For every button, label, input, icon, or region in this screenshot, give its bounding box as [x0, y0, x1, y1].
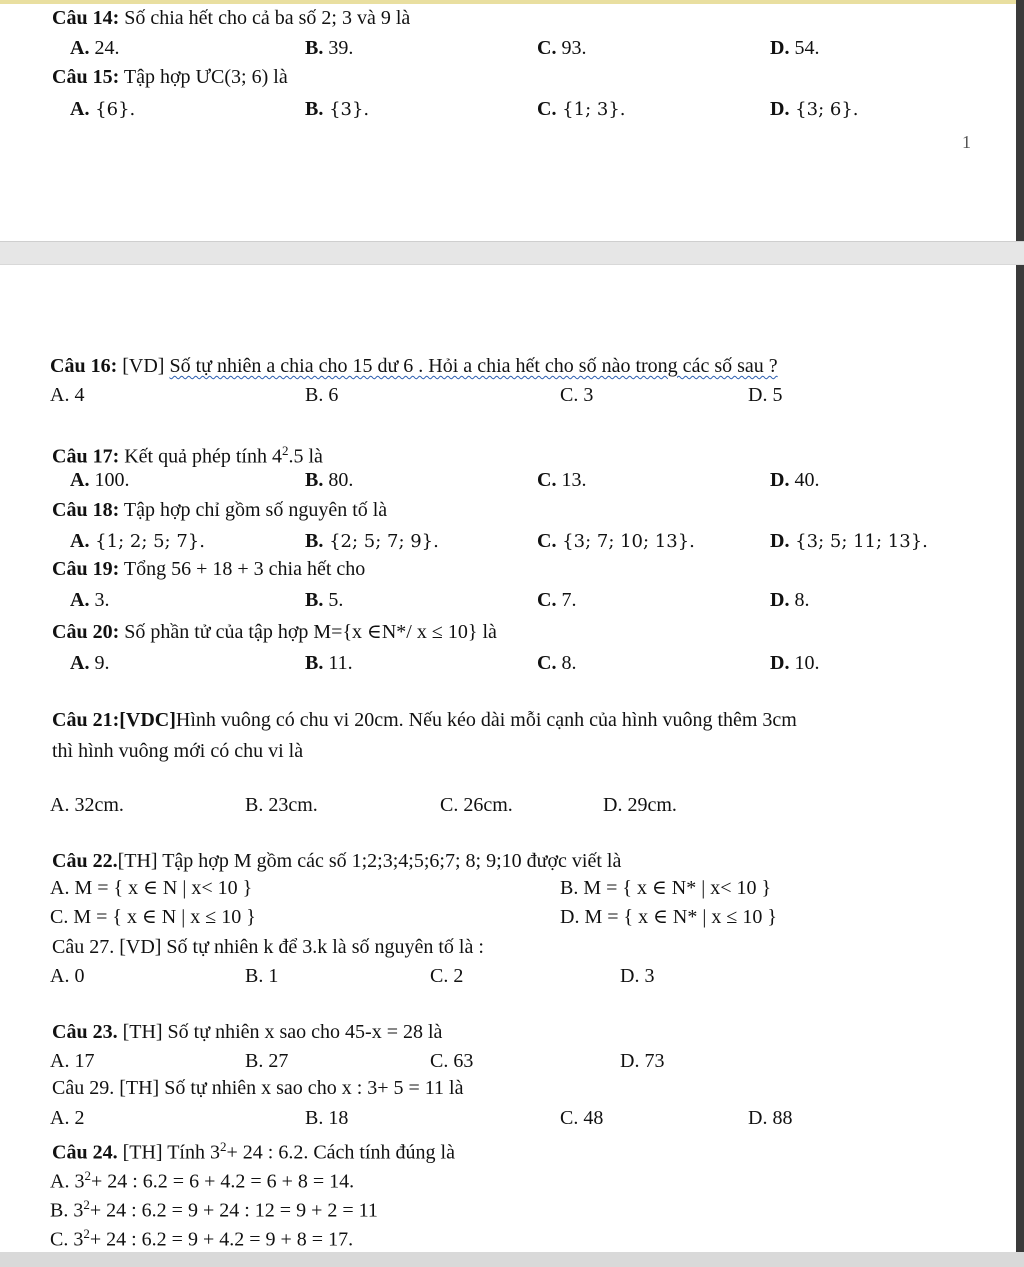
question-27: Câu 27. [VD] Số tự nhiên k để 3.k là số nguyên tố là : [52, 936, 484, 958]
q15-option-a: A. {6}. [70, 98, 136, 120]
question-19: Câu 19: Tổng 56 + 18 + 3 chia hết cho [52, 558, 366, 580]
question-24: Câu 24. [TH] Tính $3^2+ 24$ : 6.2. Cách tính đúng là [52, 1139, 455, 1164]
q22-option-d: D. M = { x ∈ N* | x ≤ 10 } [560, 906, 777, 928]
q24-option-b: B. $3^2+ 24$ : 6.2 = 9 + 24 : 12 = 9 + 2 = 11 [50, 1197, 378, 1222]
q19-option-a: A. 3. [70, 589, 110, 611]
page-number: 1 [962, 132, 971, 152]
question-label: Câu 15: [52, 66, 120, 88]
q29-option-d: D. 88 [748, 1107, 793, 1129]
q17-option-d: D. 40. [770, 469, 820, 491]
q27-option-a: A. 0 [50, 965, 85, 987]
q16-option-a: A. 4 [50, 384, 85, 406]
top-border [0, 0, 1024, 4]
q17-option-b: B. 80. [305, 469, 354, 491]
question-17: Câu 17: Kết quả phép tính $4^2.5$ là [52, 443, 323, 468]
q22-option-c: C. M = { x ∈ N | x ≤ 10 } [50, 906, 256, 928]
window-edge [1016, 0, 1024, 1267]
q22-option-a: A. M = { x ∈ N | x< 10 } [50, 877, 253, 899]
question-text: Số chia hết cho cả ba số 2; 3 và 9 là [119, 7, 411, 29]
question-18: Câu 18: Tập hợp chỉ gồm số nguyên tố là [52, 499, 388, 521]
question-16: Câu 16: [VD] Số tự nhiên a chia cho 15 dư 6 . Hỏi a chia hết cho số nào trong các số sau ? [50, 355, 778, 377]
q21-option-a: A. 32cm. [50, 794, 124, 816]
q19-option-d: D. 8. [770, 589, 810, 611]
q29-option-a: A. 2 [50, 1107, 85, 1129]
question-23: Câu 23. [TH] Số tự nhiên x sao cho 45-x = 28 là [52, 1021, 443, 1043]
q14-option-d: D. 54. [770, 37, 820, 59]
question-22: Câu 22.[TH] Tập hợp M gồm các số 1;2;3;4;5;6;7; 8; 9;10 được viết là [52, 850, 622, 872]
q16-option-c: C. 3 [560, 384, 594, 406]
question-label: Câu 14: [52, 7, 120, 29]
q19-option-c: C. 7. [537, 589, 577, 611]
q27-option-b: B. 1 [245, 965, 279, 987]
q18-option-d: D. {3; 5; 11; 13}. [770, 530, 928, 552]
q16-option-d: D. 5 [748, 384, 783, 406]
q20-option-d: D. 10. [770, 652, 820, 674]
q18-option-b: B. {2; 5; 7; 9}. [305, 530, 439, 552]
q29-option-c: C. 48 [560, 1107, 604, 1129]
question-15 [52, 65, 288, 89]
q15-option-b: B. {3}. [305, 98, 370, 120]
q20-option-b: B. 11. [305, 652, 353, 674]
question-21-cont: thì hình vuông mới có chu vi là [52, 740, 304, 762]
q20-option-c: C. 8. [537, 652, 577, 674]
q20-option-a: A. 9. [70, 652, 110, 674]
q24-option-a: A. $3^2+ 24$ : 6.2 = 6 + 4.2 = 6 + 8 = 14. [50, 1168, 355, 1193]
q27-option-c: C. 2 [430, 965, 464, 987]
q18-option-c: C. {3; 7; 10; 13}. [537, 530, 695, 552]
q16-option-b: B. 6 [305, 384, 339, 406]
q17-option-c: C. 13. [537, 469, 587, 491]
q21-option-b: B. 23cm. [245, 794, 318, 816]
q22-option-b: B. M = { x ∈ N* | x< 10 } [560, 877, 772, 899]
question-20: Câu 20: Số phần tử của tập hợp M={x ∈N*/ x ≤ 10} là [52, 621, 497, 643]
question-text: Tập hợp ƯC(3; 6) là [119, 66, 288, 88]
q14-option-a: A. 24. [70, 37, 120, 59]
page-break [0, 241, 1024, 265]
q23-option-c: C. 63 [430, 1050, 474, 1072]
question-text: Số tự nhiên a chia cho 15 dư 6 . Hỏi a chia hết cho số nào trong các số sau ? [169, 355, 778, 377]
question-21: Câu 21:[VDC]Hình vuông có chu vi 20cm. Nếu kéo dài mỗi cạnh của hình vuông thêm 3cm [52, 709, 797, 731]
question-14 [52, 6, 410, 30]
q21-option-c: C. 26cm. [440, 794, 513, 816]
q29-option-b: B. 18 [305, 1107, 349, 1129]
q15-option-c: C. {1; 3}. [537, 98, 626, 120]
q18-option-a: A. {1; 2; 5; 7}. [70, 530, 205, 552]
q23-option-b: B. 27 [245, 1050, 289, 1072]
q23-option-a: A. 17 [50, 1050, 95, 1072]
q23-option-d: D. 73 [620, 1050, 665, 1072]
q17-option-a: A. 100. [70, 469, 130, 491]
q24-option-c: C. $3^2+ 24$ : 6.2 = 9 + 4.2 = 9 + 8 = 17. [50, 1226, 354, 1251]
bottom-bar [0, 1252, 1024, 1267]
q27-option-d: D. 3 [620, 965, 655, 987]
q19-option-b: B. 5. [305, 589, 344, 611]
q14-option-b: B. 39. [305, 37, 354, 59]
question-29: Câu 29. [TH] Số tự nhiên x sao cho x : 3+ 5 = 11 là [52, 1077, 464, 1099]
q15-option-d: D. {3; 6}. [770, 98, 859, 120]
q14-option-c: C. 93. [537, 37, 587, 59]
q21-option-d: D. 29cm. [603, 794, 677, 816]
